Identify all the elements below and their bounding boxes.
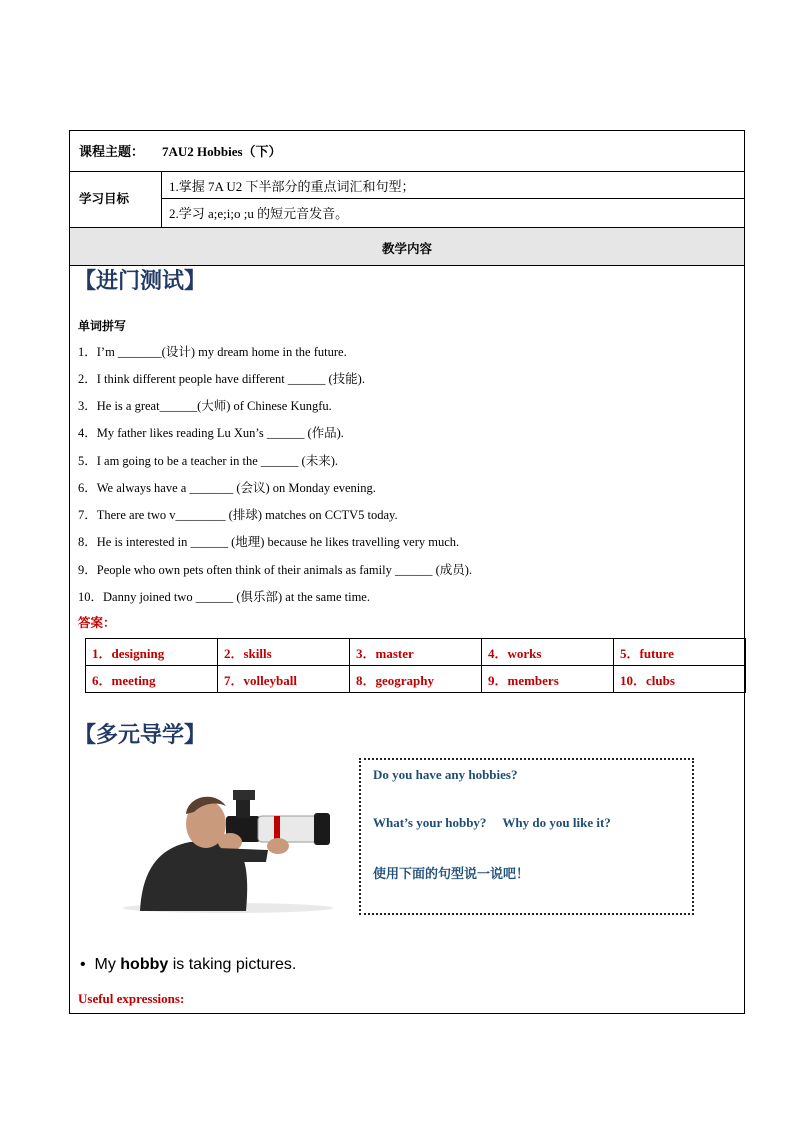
answer-cell: 10．clubs (614, 666, 746, 693)
sentence-keyword: hobby (120, 956, 169, 973)
goal-row (70, 172, 744, 228)
goal-2: 2.学习 a;e;i;o ;u 的短元音发音。 (169, 206, 349, 221)
box-line-1: Do you have any hobbies? (373, 767, 518, 782)
question-2: 2．I think different people have different ______ (技能). (78, 372, 365, 386)
table-row (86, 666, 746, 693)
box-line-3: 使用下面的句型说一说吧！ (373, 866, 530, 881)
sentence-end: is taking pictures. (168, 956, 297, 973)
sentence-start: My (94, 956, 121, 973)
photographer-image (118, 776, 346, 914)
question-5: 5．I am going to be a teacher in the ______ (未来). (78, 454, 338, 468)
answer-table (85, 638, 746, 693)
answer-cell: 9．members (482, 666, 614, 693)
content-label: 教学内容 (381, 242, 432, 256)
section-heading-guided-learning: 【多元导学】 (74, 723, 207, 748)
discussion-box (359, 758, 694, 915)
goal-divider (161, 172, 162, 227)
goal-separator (161, 198, 744, 199)
content-row (70, 228, 744, 266)
goal-label: 学习目标 (79, 192, 130, 206)
question-6: 6．We always have a _______ (会议) on Monday evening. (78, 481, 376, 495)
answer-cell: 7．volleyball (218, 666, 350, 693)
answer-cell: 4．works (482, 639, 614, 666)
topic-value: 7AU2 Hobbies（下） (162, 144, 282, 159)
spelling-subheading: 单词拼写 (78, 319, 127, 333)
topic-row (70, 131, 744, 172)
question-7: 7．There are two v________ (排球) matches on CCTV5 today. (78, 508, 398, 522)
answer-cell: 8．geography (350, 666, 482, 693)
answer-cell: 3．master (350, 639, 482, 666)
question-8: 8．He is interested in ______ (地理) because he likes travelling very much. (78, 535, 460, 549)
section-heading-entry-test: 【进门测试】 (74, 269, 207, 294)
example-sentence: • My hobby is taking pictures. (80, 956, 297, 973)
question-1: 1．I’m _______(设计) my dream home in the future. (78, 345, 347, 359)
answer-label: 答案： (78, 616, 116, 630)
useful-expressions-label: Useful expressions: (78, 991, 185, 1006)
table-row (86, 639, 746, 666)
question-9: 9．People who own pets often think of their animals as family ______ (成员). (78, 563, 473, 577)
topic-label: 课程主题： (79, 144, 145, 159)
box-line-2: What’s your hobby? Why do you like it? (373, 815, 611, 830)
question-10: 10．Danny joined two ______ (俱乐部) at the same time. (78, 590, 370, 604)
question-4: 4．My father likes reading Lu Xun’s ______ (作品). (78, 426, 344, 440)
answer-cell: 6．meeting (86, 666, 218, 693)
lesson-frame (69, 130, 745, 1014)
answer-cell: 5．future (614, 639, 746, 666)
answer-cell: 1．designing (86, 639, 218, 666)
question-3: 3．He is a great______(大师) of Chinese Kungfu. (78, 399, 332, 413)
goal-1: 1.掌握 7A U2 下半部分的重点词汇和句型； (169, 179, 415, 194)
answer-cell: 2．skills (218, 639, 350, 666)
